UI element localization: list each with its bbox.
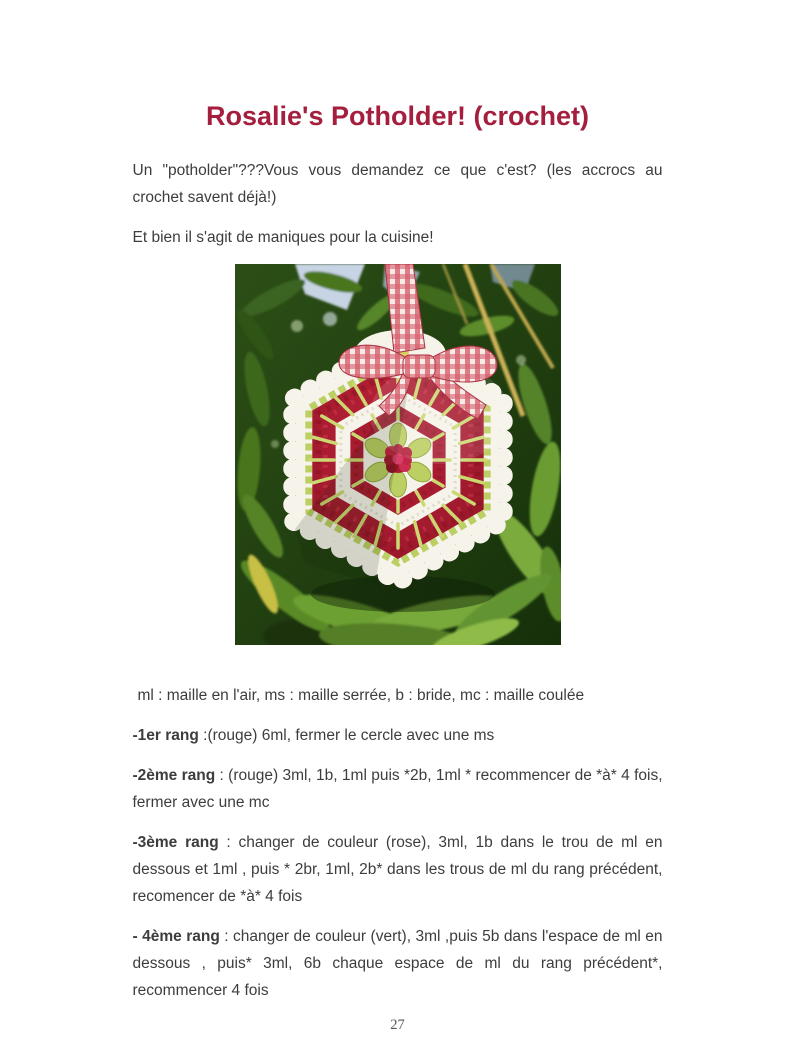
instruction-rang-2-text: : (rouge) 3ml, 1b, 1ml puis *2b, 1ml * recommencer de *à* 4 fois, fermer avec une mc [132, 767, 663, 811]
instruction-rang-3-text: : changer de couleur (rose), 3ml, 1b dans le trou de ml en dessous et 1ml , puis * 2br, 1ml, 2b* dans les trous de ml du rang précédent, recomencer de *à* 4 fois [132, 834, 663, 905]
abbreviations-line: ml : maille en l'air, ms : maille serrée, b : bride, mc : maille coulée [137, 687, 585, 704]
page-title: Rosalie's Potholder! (crochet) [206, 101, 589, 131]
instruction-rang-2 [133, 762, 663, 816]
instruction-rang-4-label: - 4ème rang [132, 928, 220, 945]
instruction-rang-3 [133, 829, 663, 910]
instruction-rang-1 [133, 722, 663, 749]
instruction-rang-2-label: -2ème rang [132, 767, 216, 784]
potholder-photo-figure [235, 264, 561, 645]
instruction-rang-4-text: : changer de couleur (vert), 3ml ,puis 5b dans l'espace de ml en dessous , puis* 3ml, 6b chaque espace de ml du rang précédent*, recommencer 4 fois [132, 928, 663, 999]
instruction-rang-1-text: :(rouge) 6ml, fermer le cercle avec une ms [198, 727, 495, 744]
instruction-rang-3-label: -3ème rang [132, 834, 219, 851]
instruction-rang-1-label: -1er rang [132, 727, 199, 744]
page-number: 27 [390, 1017, 405, 1033]
potholder-photo [235, 264, 561, 645]
intro-paragraph-1: Un "potholder"???Vous vous demandez ce que c'est? (les accrocs au crochet savent déjà!) [132, 162, 663, 206]
content-column [133, 0, 663, 1004]
instruction-rang-4 [133, 923, 663, 1004]
intro-paragraph-2: Et bien il s'agit de maniques pour la cuisine! [132, 229, 434, 246]
